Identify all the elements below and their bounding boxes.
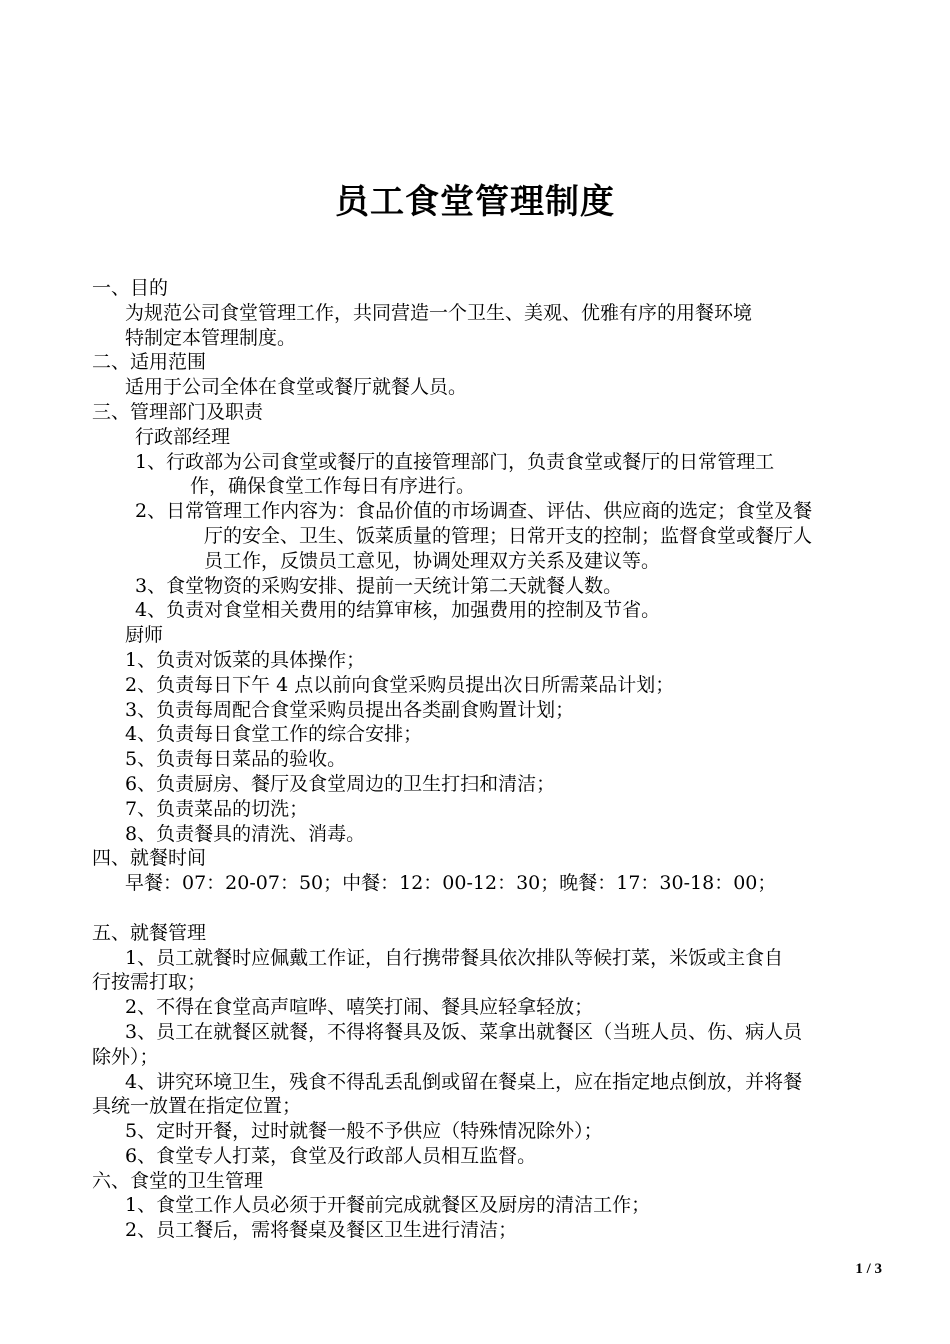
paragraph-line: 员工作，反馈员工意见，协调处理双方关系及建议等。 <box>204 549 661 572</box>
paragraph-line: 3、员工在就餐区就餐，不得将餐具及饭、菜拿出就餐区（当班人员、伤、病人员 <box>125 1020 803 1043</box>
paragraph-line: 7、负责菜品的切洗； <box>125 797 309 820</box>
paragraph-line: 4、负责对食堂相关费用的结算审核，加强费用的控制及节省。 <box>135 599 661 622</box>
document-body <box>92 276 892 1243</box>
paragraph-line: 3、负责每周配合食堂采购员提出各类副食购置计划； <box>125 698 575 721</box>
section-heading: 六、食堂的卫生管理 <box>92 1169 264 1192</box>
paragraph-line: 除外）； <box>92 1045 159 1068</box>
section-heading: 三、管理部门及职责 <box>92 400 264 423</box>
paragraph-line: 适用于公司全体在食堂或餐厅就餐人员。 <box>125 376 468 399</box>
paragraph-line: 1、行政部为公司食堂或餐厅的直接管理部门，负责食堂或餐厅的日常管理工 <box>135 450 775 473</box>
paragraph-line: 2、不得在食堂高声喧哗、嘻笑打闹、餐具应轻拿轻放； <box>125 996 594 1019</box>
paragraph-line: 1、员工就餐时应佩戴工作证，自行携带餐具依次排队等候打菜，米饭或主食自 <box>125 946 784 969</box>
paragraph-line: 3、食堂物资的采购安排、提前一天统计第二天就餐人数。 <box>135 574 623 597</box>
paragraph-line: 行按需打取； <box>92 971 207 994</box>
paragraph-line: 特制定本管理制度。 <box>125 326 297 349</box>
paragraph-line: 早餐：07：20-07：50；中餐：12：00-12：30；晚餐：17：30-18：00； <box>125 872 777 895</box>
paragraph-line: 2、日常管理工作内容为：食品价值的市场调查、评估、供应商的选定；食堂及餐 <box>135 500 813 523</box>
paragraph-line: 4、负责每日食堂工作的综合安排； <box>125 723 423 746</box>
paragraph-line: 5、负责每日菜品的验收。 <box>125 748 347 771</box>
paragraph-line: 6、负责厨房、餐厅及食堂周边的卫生打扫和清洁； <box>125 772 556 795</box>
paragraph-line: 行政部经理 <box>135 425 231 448</box>
document-title: 员工食堂管理制度 <box>335 182 615 222</box>
page-number: 1 / 3 <box>855 1261 882 1277</box>
paragraph-line: 1、负责对饭菜的具体操作； <box>125 648 366 671</box>
paragraph-line: 2、员工餐后，需将餐桌及餐区卫生进行清洁； <box>125 1219 518 1242</box>
paragraph-line: 2、负责每日下午 4 点以前向食堂采购员提出次日所需菜品计划； <box>125 673 675 696</box>
section-heading: 四、就餐时间 <box>92 847 207 870</box>
section-heading: 五、就餐管理 <box>92 921 207 944</box>
paragraph-line: 厨师 <box>125 624 164 647</box>
paragraph-line: 8、负责餐具的清洗、消毒。 <box>125 822 366 845</box>
paragraph-line: 具统一放置在指定位置； <box>92 1095 302 1118</box>
paragraph-line: 6、食堂专人打菜，食堂及行政部人员相互监督。 <box>125 1144 537 1167</box>
paragraph-line: 厅的安全、卫生、饭菜质量的管理；日常开支的控制；监督食堂或餐厅人 <box>204 524 813 547</box>
section-heading: 一、目的 <box>92 277 169 299</box>
paragraph-line: 5、定时开餐，过时就餐一般不予供应（特殊情况除外）； <box>125 1120 603 1143</box>
paragraph-line: 为规范公司食堂管理工作，共同营造一个卫生、美观、优雅有序的用餐环境 <box>125 301 753 324</box>
paragraph-line: 1、食堂工作人员必须于开餐前完成就餐区及厨房的清洁工作； <box>125 1194 651 1217</box>
paragraph-line: 作，确保食堂工作每日有序进行。 <box>190 475 476 498</box>
paragraph-line: 4、讲究环境卫生，残食不得乱丢乱倒或留在餐桌上，应在指定地点倒放，并将餐 <box>125 1070 803 1093</box>
section-heading: 二、适用范围 <box>92 351 207 374</box>
blank-line <box>92 896 892 921</box>
